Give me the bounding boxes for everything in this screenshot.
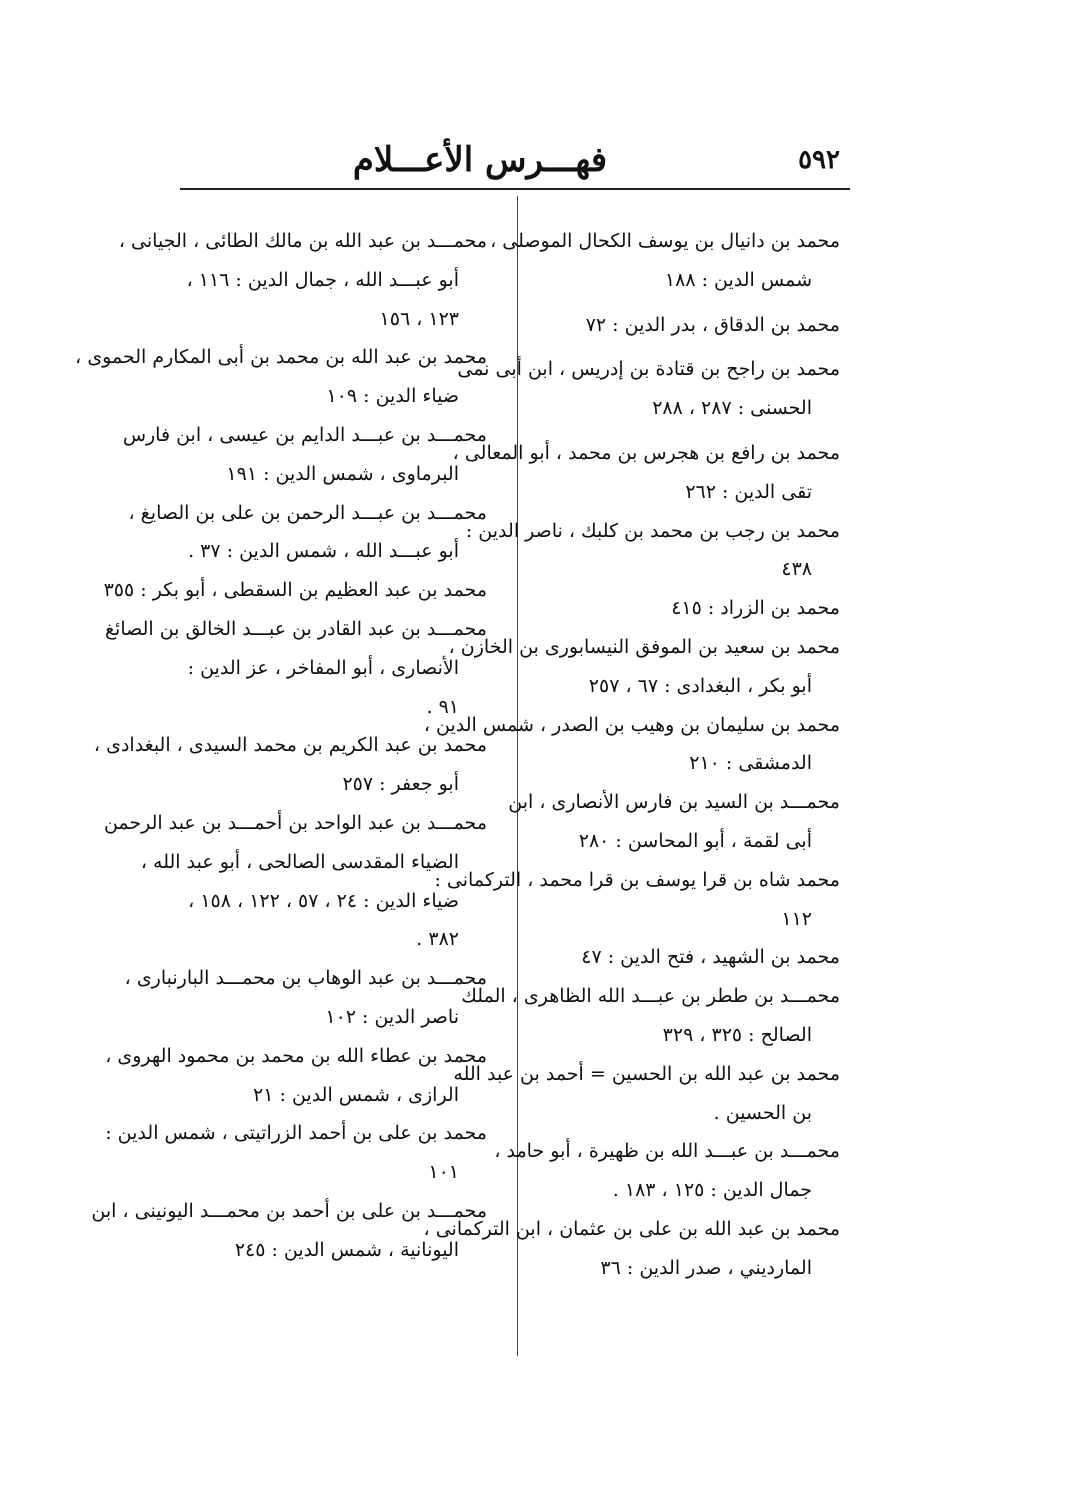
index-entry-line: محمـــد بن عبـــد الله بن ظهيرة ، أبو حامد ،: [494, 1140, 840, 1163]
index-entry-line: أبو عبـــد الله ، جمال الدين : ١١٦ ،: [186, 268, 459, 291]
index-entry-line: محمد بن عطاء الله بن محمد بن محمود الهروى ،: [105, 1044, 487, 1067]
index-entry-line: ٩١ .: [426, 695, 459, 718]
index-entry-line: محمد بن على بن أحمد الزراتيتى ، شمس الدين :: [105, 1122, 487, 1145]
index-entry-line: محمـــد بن السيد بن فارس الأنصارى ، ابن: [508, 791, 840, 814]
index-entry-line: محمد بن الدقاق ، بدر الدين : ٧٢: [585, 313, 840, 336]
index-entry-line: ضياء الدين : ٢٤ ، ٥٧ ، ١٢٢ ، ١٥٨ ،: [188, 889, 459, 912]
index-entry-line: أبو عبـــد الله ، شمس الدين : ٣٧ .: [188, 540, 459, 563]
header-divider: [180, 188, 850, 190]
index-entry-line: محمـــد بن عبد الواحد بن أحمـــد بن عبد الرحمن: [103, 811, 487, 834]
index-entry-line: أبو بكر ، البغدادى : ٦٧ ، ٢٥٧: [588, 674, 812, 697]
index-entry-line: ١٠١: [428, 1161, 459, 1184]
index-entry-line: ٣٨٢ .: [416, 928, 459, 951]
index-entry-line: محمد بن دانيال بن يوسف الكحال الموصلى ،: [490, 230, 840, 252]
index-entry-line: جمال الدين : ١٢٥ ، ١٨٣ .: [612, 1179, 812, 1202]
index-entry-line: الصالح : ٣٢٥ ، ٣٢٩: [662, 1023, 812, 1046]
index-entry-line: محمد بن الزراد : ٤١٥: [671, 597, 840, 620]
index-entry-line: محمد بن سليمان بن وهيب بن الصدر ، شمس الدين ،: [423, 713, 840, 736]
index-entry-line: أبو جعفر : ٢٥٧: [342, 773, 459, 796]
index-entry-line: تقى الدين : ٢٦٢: [685, 480, 812, 503]
index-entry-line: محمد بن عبد الله بن على بن عثمان ، ابن التركمانى ،: [423, 1217, 840, 1240]
index-entry-line: الرازى ، شمس الدين : ٢١: [253, 1083, 459, 1106]
index-entry-line: اليونانية ، شمس الدين : ٢٤٥: [234, 1238, 459, 1261]
page-title: فهـــرس الأعـــلام: [352, 140, 608, 180]
index-entry-line: محمد بن عبد الله بن الحسين = أحمد بن عبد الله: [453, 1062, 840, 1085]
index-entry-line: بن الحسين .: [713, 1101, 812, 1124]
index-entry-line: محمـــد بن عبد الوهاب بن محمـــد البارنبارى ،: [124, 967, 487, 990]
index-entry-line: محمـــد بن ططر بن عبـــد الله الظاهرى ، الملك: [461, 985, 840, 1008]
index-entry-line: الدمشقى : ٢١٠: [689, 752, 812, 775]
index-entry-line: ١٢٣ ، ١٥٦: [379, 307, 459, 330]
index-entry-line: محمد بن عبد الله بن محمد بن أبى المكارم الحموى ،: [75, 346, 487, 369]
index-entry-line: ٤٣٨: [781, 558, 812, 581]
index-entry-line: الأنصارى ، أبو المفاخر ، عز الدين :: [187, 656, 459, 679]
page-number: ٥٩٢: [798, 145, 840, 175]
index-entry-line: محمـــد بن على بن أحمد بن محمـــد اليونينى ، ابن: [91, 1199, 487, 1222]
index-entry-line: المارديني ، صدر الدين : ٣٦: [600, 1256, 812, 1279]
index-entry-line: محمـــد بن عبـــد الرحمن بن على بن الصايغ ،: [128, 501, 487, 524]
index-entry-line: ١١٢: [781, 907, 812, 930]
index-entry-line: محمد بن رجب بن محمد بن كلبك ، ناصر الدين :: [465, 519, 840, 542]
index-entry-line: محمد شاه بن قرا يوسف بن قرا محمد ، التركمانى :: [434, 868, 840, 891]
index-entry-line: الضياء المقدسى الصالحى ، أبو عبد الله ،: [140, 850, 459, 873]
index-entry-line: أبى لقمة ، أبو المحاسن : ٢٨٠: [578, 829, 812, 852]
index-entry-line: ناصر الدين : ١٠٢: [325, 1005, 459, 1028]
index-entry-line: محمد بن الشهيد ، فتح الدين : ٤٧: [581, 946, 840, 969]
index-entry-line: شمس الدين : ١٨٨: [664, 268, 812, 291]
index-entry-line: الحسنى : ٢٨٧ ، ٢٨٨: [652, 397, 812, 420]
index-entry-line: محمد بن راجح بن قتادة بن إدريس ، ابن أبى نمى: [457, 358, 840, 381]
index-entry-line: محمـــد بن عبـــد الدايم بن عيسى ، ابن فارس: [122, 423, 487, 446]
index-entry-line: البرماوى ، شمس الدين : ١٩١: [226, 462, 459, 485]
index-entry-line: محمد بن عبد الكريم بن محمد السيدى ، البغدادى ،: [93, 734, 487, 757]
index-entry-line: محمد بن سعيد بن الموفق النيسابورى بن الخازن ،: [448, 635, 840, 658]
index-entry-line: محمد بن رافع بن هجرس بن محمد ، أبو المعالى ،: [452, 441, 840, 464]
index-entry-line: محمـــد بن عبد القادر بن عبـــد الخالق بن الصائغ: [104, 617, 487, 640]
index-entry-line: محمـــد بن عبد الله بن مالك الطائى ، الجيانى ،: [118, 230, 487, 252]
left-column: [75, 222, 487, 1270]
index-entry-line: محمد بن عبد العظيم بن السقطى ، أبو بكر : ٣٥٥: [103, 579, 487, 602]
index-entry-line: ضياء الدين : ١٠٩: [326, 385, 459, 408]
